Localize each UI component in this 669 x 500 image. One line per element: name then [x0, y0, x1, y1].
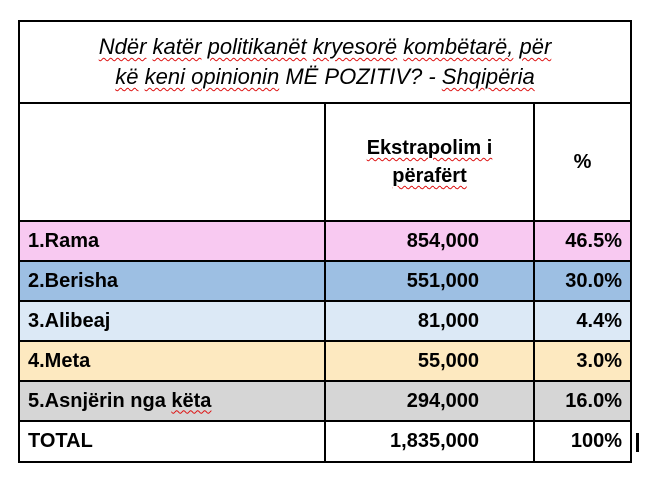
row-percent: 30.0%: [534, 261, 630, 301]
header-cell-estimate: [325, 104, 534, 221]
table-row: [20, 221, 630, 261]
title-word: katër: [152, 34, 202, 59]
header-estimate-line2: përafërt: [392, 165, 467, 187]
table-title: [20, 22, 630, 104]
table-row: [20, 301, 630, 341]
title-word: Shqipëria: [441, 64, 535, 89]
title-word: për: [519, 34, 552, 59]
header-cell-name: [20, 104, 325, 221]
row-name-part: 5.Asnjërin: [28, 389, 125, 412]
table-row: [20, 341, 630, 381]
row-percent: 3.0%: [534, 341, 630, 381]
table-row: [20, 261, 630, 301]
total-value: 1,835,000: [325, 421, 534, 461]
poll-table: [20, 104, 630, 461]
title-word: Ndër: [98, 34, 147, 59]
row-percent: 4.4%: [534, 301, 630, 341]
total-label: TOTAL: [20, 421, 325, 461]
title-word: opinionin: [191, 64, 280, 89]
title-word: keni: [144, 64, 185, 89]
title-word: kë: [115, 64, 139, 89]
row-value: 81,000: [325, 301, 534, 341]
row-name: 3.Alibeaj: [20, 301, 325, 341]
table-header-row: [20, 104, 630, 221]
total-percent: 100%: [534, 421, 630, 461]
header-cell-percent: %: [573, 151, 592, 173]
row-name: [20, 381, 325, 421]
total-row: [20, 421, 630, 461]
row-percent: 16.0%: [534, 381, 630, 421]
text-cursor: [636, 433, 639, 452]
row-name: 1.Rama: [20, 221, 325, 261]
poll-table-frame: [18, 20, 632, 463]
table-row: [20, 381, 630, 421]
row-percent: 46.5%: [534, 221, 630, 261]
title-word: kryesorë: [312, 34, 398, 59]
title-word: kombëtarë,: [403, 34, 514, 59]
row-name: 4.Meta: [20, 341, 325, 381]
title-word: MË POZITIV? -: [285, 64, 436, 89]
title-word: politikanët: [207, 34, 307, 59]
row-name-part: këta: [171, 389, 212, 412]
row-value: 854,000: [325, 221, 534, 261]
header-estimate-line1: Ekstrapolim i: [366, 137, 493, 159]
row-name: 2.Berisha: [20, 261, 325, 301]
row-value: 55,000: [325, 341, 534, 381]
row-value: 551,000: [325, 261, 534, 301]
row-name-part: nga: [130, 389, 166, 412]
row-value: 294,000: [325, 381, 534, 421]
